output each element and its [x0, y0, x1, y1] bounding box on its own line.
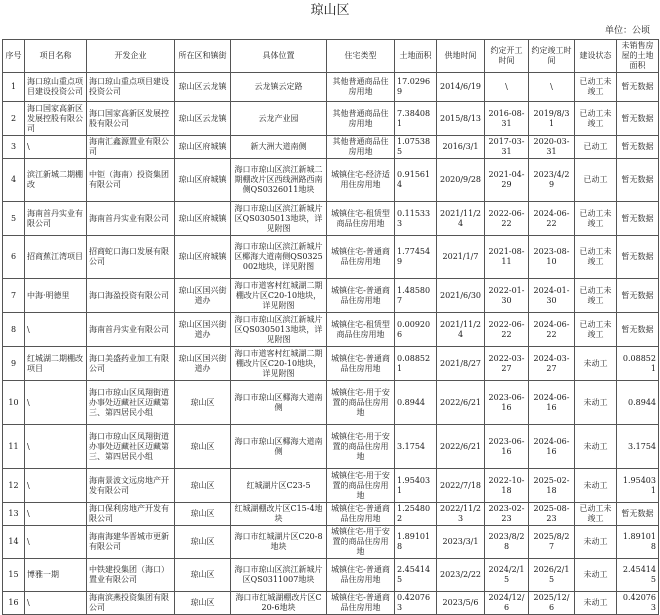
table-cell: 2022-06-22	[485, 202, 529, 236]
table-cell: 琼山区	[175, 526, 231, 559]
table-cell: 未动工	[575, 559, 617, 592]
table-row	[3, 592, 659, 615]
table-row	[3, 236, 659, 279]
table-cell: 2015/8/13	[437, 102, 485, 136]
column-header: 住宅类型	[327, 40, 395, 73]
table-cell: 2024-06-22	[529, 313, 575, 347]
table-cell: 海口市红城湖棚改片区C20-6地块	[231, 592, 327, 615]
table-cell: 1.891018	[617, 526, 659, 559]
table-cell: 0.088521	[617, 347, 659, 381]
table-cell: 海口市琼山区椰海大道南侧	[231, 425, 327, 469]
table-cell: 城镇住宅-租赁型商品住房用地	[327, 313, 395, 347]
table-cell: 暂无数据	[617, 202, 659, 236]
column-header: 具体位置	[231, 40, 327, 73]
table-cell: 已动工未竣工	[575, 73, 617, 102]
column-header: 建设状态	[575, 40, 617, 73]
table-cell: 海口市琼山区滨江新城二期棚改片区西线洲路西南侧QS0326011地块	[231, 159, 327, 202]
table-cell: 3.1754	[617, 425, 659, 469]
table-cell: 0.8944	[395, 381, 437, 425]
table-cell: 海口市琼山区滨江新城片区QS0305013地块，详见附图	[231, 202, 327, 236]
table-cell: 云龙产业园	[231, 102, 327, 136]
table-cell: 2021/8/27	[437, 347, 485, 381]
table-cell: 博雅一期	[25, 559, 87, 592]
column-header: 未销售房屋的土地面积	[617, 40, 659, 73]
table-cell: \	[25, 381, 87, 425]
table-cell: 15	[3, 559, 25, 592]
table-cell: 暂无数据	[617, 279, 659, 313]
table-cell: 2024-06-22	[529, 202, 575, 236]
page-title: 琼山区	[310, 3, 350, 18]
table-cell: 海口保利房地产开发有限公司	[87, 503, 175, 526]
table-cell: 海南汇鑫源置业有限公司	[87, 136, 175, 159]
table-cell: 14	[3, 526, 25, 559]
table-cell: 琼山区国兴街道办	[175, 279, 231, 313]
table-cell: 琼山区府城镇	[175, 159, 231, 202]
table-cell: 10	[3, 381, 25, 425]
table-cell: 2021/1/7	[437, 236, 485, 279]
table-cell: 其他普通商品住房用地	[327, 136, 395, 159]
table-cell: 城镇住宅-用于安置的商品住房用地	[327, 469, 395, 503]
table-cell: 2020-03-31	[529, 136, 575, 159]
table-cell: 9	[3, 347, 25, 381]
table-row	[3, 381, 659, 425]
table-cell: 已动工	[575, 136, 617, 159]
column-header: 土地面积	[395, 40, 437, 73]
table-cell: 2023-02-23	[485, 503, 529, 526]
table-cell: 招商蛇口海口发展有限公司	[87, 236, 175, 279]
table-cell: \	[25, 425, 87, 469]
table-cell: 琼山区府城镇	[175, 236, 231, 279]
table-cell: 城镇住宅-租赁型商品住房用地	[327, 202, 395, 236]
table-cell: 2026/2/15	[529, 559, 575, 592]
table-cell: 8	[3, 313, 25, 347]
table-cell: 城镇住宅-普通商品住房用地	[327, 347, 395, 381]
table-cell: 2014/6/19	[437, 73, 485, 102]
table-cell: 0.420763	[395, 592, 437, 615]
table-cell: 0.420763	[617, 592, 659, 615]
table-cell: 1.254802	[395, 503, 437, 526]
table-cell: 2022/11/23	[437, 503, 485, 526]
table-cell: 2022-10-18	[485, 469, 529, 503]
table-cell: 0.915614	[395, 159, 437, 202]
table-cell: 琼山区	[175, 381, 231, 425]
table-cell: 暂无数据	[617, 136, 659, 159]
table-cell: 海口美盛药业加工有限公司	[87, 347, 175, 381]
table-cell: 2025/12/6	[529, 592, 575, 615]
table-cell: 2023/3/1	[437, 526, 485, 559]
table-cell: 未动工	[575, 469, 617, 503]
table-row	[3, 73, 659, 102]
table-cell: 琼山区国兴街道办	[175, 313, 231, 347]
table-cell: 暂无数据	[617, 236, 659, 279]
table-cell: 海口国家高新区发展控股有限公司	[87, 102, 175, 136]
table-cell: 2020/9/28	[437, 159, 485, 202]
table-cell: 中铁建投集团（海口）置业有限公司	[87, 559, 175, 592]
table-cell: 2.454145	[617, 559, 659, 592]
table-cell: \	[25, 526, 87, 559]
table-cell: 2.454145	[395, 559, 437, 592]
table-cell: 海口市琼山区滨江新城片区QS0305013地块，详见附图	[231, 313, 327, 347]
table-cell: 2025-08-23	[529, 503, 575, 526]
table-cell: 2022/6/21	[437, 381, 485, 425]
column-header: 约定开工时间	[485, 40, 529, 73]
table-cell: 已动工未竣工	[575, 236, 617, 279]
table-cell: 海南滨燕投资集团有限公司	[87, 592, 175, 615]
column-header: 约定竣工时间	[529, 40, 575, 73]
table-cell: 已动工未竣工	[575, 503, 617, 526]
table-cell: 2021/11/24	[437, 202, 485, 236]
table-cell: 琼山区府城镇	[175, 136, 231, 159]
table-cell: 琼山区	[175, 592, 231, 615]
table-cell: 海口市琼山区滨江新城片区QS0311007地块	[231, 559, 327, 592]
table-cell: 2016-08-31	[485, 102, 529, 136]
table-cell: 云龙镇云定路	[231, 73, 327, 102]
table-cell: 海口市红城湖片区C20-8地块	[231, 526, 327, 559]
table-cell: 2022-03-27	[485, 347, 529, 381]
table-row	[3, 159, 659, 202]
table-cell: 海口海盈投资有限公司	[87, 279, 175, 313]
table-cell: 1	[3, 73, 25, 102]
table-cell: 红城湖二期棚改项目	[25, 347, 87, 381]
table-cell: 2023/8/28	[485, 526, 529, 559]
table-cell: 暂无数据	[617, 159, 659, 202]
table-cell: 4	[3, 159, 25, 202]
table-cell: 2023-06-16	[485, 425, 529, 469]
table-cell: 海口市琼山区凤翔街道办事处迈藏社区迈藏第三、第四居民小组	[87, 425, 175, 469]
table-cell: 城镇住宅-普通商品住房用地	[327, 503, 395, 526]
table-cell: 7	[3, 279, 25, 313]
table-cell: 中钜（海南）投资集团有限公司	[87, 159, 175, 202]
table-cell: 海南海建华晋城市更新有限公司	[87, 526, 175, 559]
column-header: 项目名称	[25, 40, 87, 73]
table-cell: 琼山区府城镇	[175, 202, 231, 236]
table-cell: 3.1754	[395, 425, 437, 469]
table-cell: 海南首丹实业有限公司	[87, 313, 175, 347]
table-cell: 2024/2/15	[485, 559, 529, 592]
column-header: 开发企业	[87, 40, 175, 73]
table-cell: 2024-01-30	[529, 279, 575, 313]
table-cell: 城镇住宅-普通商品住房用地	[327, 236, 395, 279]
column-header: 序号	[3, 40, 25, 73]
table-cell: 0.009206	[395, 313, 437, 347]
table-cell: 2024/12/6	[485, 592, 529, 615]
table-row	[3, 469, 659, 503]
table-cell: 城镇住宅-普通商品住房用地	[327, 592, 395, 615]
table-cell: 城镇住宅-用于安置的商品住房用地	[327, 381, 395, 425]
table-cell: 2024-06-16	[529, 381, 575, 425]
table-cell: 6	[3, 236, 25, 279]
table-cell: 海南景波文远房地产开发有限公司	[87, 469, 175, 503]
table-cell: 2021/11/24	[437, 313, 485, 347]
table-cell: 其他普通商品住房用地	[327, 73, 395, 102]
table-cell: \	[25, 313, 87, 347]
table-cell: 2016/3/1	[437, 136, 485, 159]
table-cell: 中海·明德里	[25, 279, 87, 313]
table-cell: 2022/6/21	[437, 425, 485, 469]
table-cell: 2023/4/29	[529, 159, 575, 202]
table-cell: 0.8944	[617, 381, 659, 425]
table-cell: 海口国家高新区发展控股有限公司	[25, 102, 87, 136]
table-cell: 1.075385	[395, 136, 437, 159]
table-cell: 暂无数据	[617, 73, 659, 102]
table-cell: 2017-03-31	[485, 136, 529, 159]
table-cell: 2023-08-10	[529, 236, 575, 279]
table-cell: 海南首丹实业有限公司	[25, 202, 87, 236]
table-header-row	[3, 40, 659, 73]
table-cell: 1.485807	[395, 279, 437, 313]
table-cell: 未动工	[575, 347, 617, 381]
column-header: 所在区和镇街	[175, 40, 231, 73]
table-cell: 16	[3, 592, 25, 615]
table-cell: 新大洲大道南侧	[231, 136, 327, 159]
table-cell: 海口琼山重点项目建设投资公司	[25, 73, 87, 102]
table-cell: 暂无数据	[617, 313, 659, 347]
table-body	[3, 73, 659, 615]
table-cell: \	[485, 73, 529, 102]
table-cell: 2023/2/22	[437, 559, 485, 592]
table-cell: 琼山区云龙镇	[175, 102, 231, 136]
table-cell: 琼山区	[175, 503, 231, 526]
table-cell: \	[529, 73, 575, 102]
table-cell: \	[25, 592, 87, 615]
table-cell: 城镇住宅-用于安置的商品住房用地	[327, 526, 395, 559]
table-cell: 红城湖棚改片区C15-4地块	[231, 503, 327, 526]
table-cell: 琼山区	[175, 425, 231, 469]
table-cell: 海口市道客村红城湖二期棚改片区C20-10地块，详见附图	[231, 279, 327, 313]
table-cell: 已动工未竣工	[575, 102, 617, 136]
table-cell: 5	[3, 202, 25, 236]
table-cell: 2023-06-16	[485, 381, 529, 425]
table-row	[3, 526, 659, 559]
table-cell: 已动工	[575, 159, 617, 202]
table-cell: 滨江新城二期棚改	[25, 159, 87, 202]
table-cell: 未动工	[575, 592, 617, 615]
table-row	[3, 425, 659, 469]
table-cell: 2022/7/18	[437, 469, 485, 503]
table-cell: 海口琼山重点项目建设投资公司	[87, 73, 175, 102]
table-cell: 13	[3, 503, 25, 526]
table-cell: 城镇住宅-经济适用住房用地	[327, 159, 395, 202]
table-cell: 2022-06-22	[485, 313, 529, 347]
table-cell: 11	[3, 425, 25, 469]
table-cell: 已动工未竣工	[575, 202, 617, 236]
table-cell: 1.954031	[395, 469, 437, 503]
land-supply-table	[2, 39, 659, 615]
table-cell: 琼山区云龙镇	[175, 73, 231, 102]
table-cell: 琼山区国兴街道办	[175, 347, 231, 381]
table-cell: 城镇住宅-普通商品住房用地	[327, 559, 395, 592]
table-cell: \	[25, 469, 87, 503]
table-cell: 2024-03-27	[529, 347, 575, 381]
table-cell: 琼山区	[175, 559, 231, 592]
table-cell: \	[25, 503, 87, 526]
table-row	[3, 136, 659, 159]
table-cell: 已动工未竣工	[575, 313, 617, 347]
table-row	[3, 279, 659, 313]
table-cell: 2024-06-16	[529, 425, 575, 469]
table-cell: 2025-02-18	[529, 469, 575, 503]
table-row	[3, 503, 659, 526]
table-cell: 海口市琼山区滨江新城片区椰海大道南侧QS0325002地块，详见附图	[231, 236, 327, 279]
table-cell: 3	[3, 136, 25, 159]
table-cell: 暂无数据	[617, 102, 659, 136]
table-row	[3, 347, 659, 381]
table-cell: 海口市琼山区椰海大道南侧	[231, 381, 327, 425]
table-cell: 暂无数据	[617, 503, 659, 526]
table-cell: 1.891018	[395, 526, 437, 559]
table-cell: 0.088521	[395, 347, 437, 381]
table-cell: 城镇住宅-普通商品住房用地	[327, 279, 395, 313]
table-cell: 红城湖片区C23-5	[231, 469, 327, 503]
table-cell: 已动工未竣工	[575, 279, 617, 313]
table-cell: 海口市道客村红城湖二期棚改片区C20-10地块，详见附图	[231, 347, 327, 381]
table-cell: 海口市琼山区凤翔街道办事处迈藏社区迈藏第三、第四居民小组	[87, 381, 175, 425]
table-row	[3, 202, 659, 236]
table-cell: 2	[3, 102, 25, 136]
table-cell: 琼山区	[175, 469, 231, 503]
table-row	[3, 559, 659, 592]
table-cell: 其他普通商品住房用地	[327, 102, 395, 136]
table-cell: 海南首丹实业有限公司	[87, 202, 175, 236]
table-row	[3, 313, 659, 347]
table-cell: 2019/8/31	[529, 102, 575, 136]
table-cell: 未动工	[575, 425, 617, 469]
column-header: 供地时间	[437, 40, 485, 73]
table-cell: 2021/6/30	[437, 279, 485, 313]
table-cell: 1.774549	[395, 236, 437, 279]
unit-label: 单位：公顷	[604, 26, 650, 36]
table-cell: 12	[3, 469, 25, 503]
table-row	[3, 102, 659, 136]
table-cell: 2021-04-29	[485, 159, 529, 202]
table-cell: 城镇住宅-用于安置的商品住房用地	[327, 425, 395, 469]
table-cell: 1.954031	[617, 469, 659, 503]
table-cell: 0.115333	[395, 202, 437, 236]
table-cell: 2021-08-11	[485, 236, 529, 279]
table-cell: 17.02969	[395, 73, 437, 102]
table-cell: 未动工	[575, 526, 617, 559]
table-cell: 2022-01-30	[485, 279, 529, 313]
table-cell: 2023/5/6	[437, 592, 485, 615]
table-cell: \	[25, 136, 87, 159]
table-cell: 招商蕉江湾项目	[25, 236, 87, 279]
table-cell: 2025/8/27	[529, 526, 575, 559]
table-cell: 7.384081	[395, 102, 437, 136]
table-cell: 未动工	[575, 381, 617, 425]
